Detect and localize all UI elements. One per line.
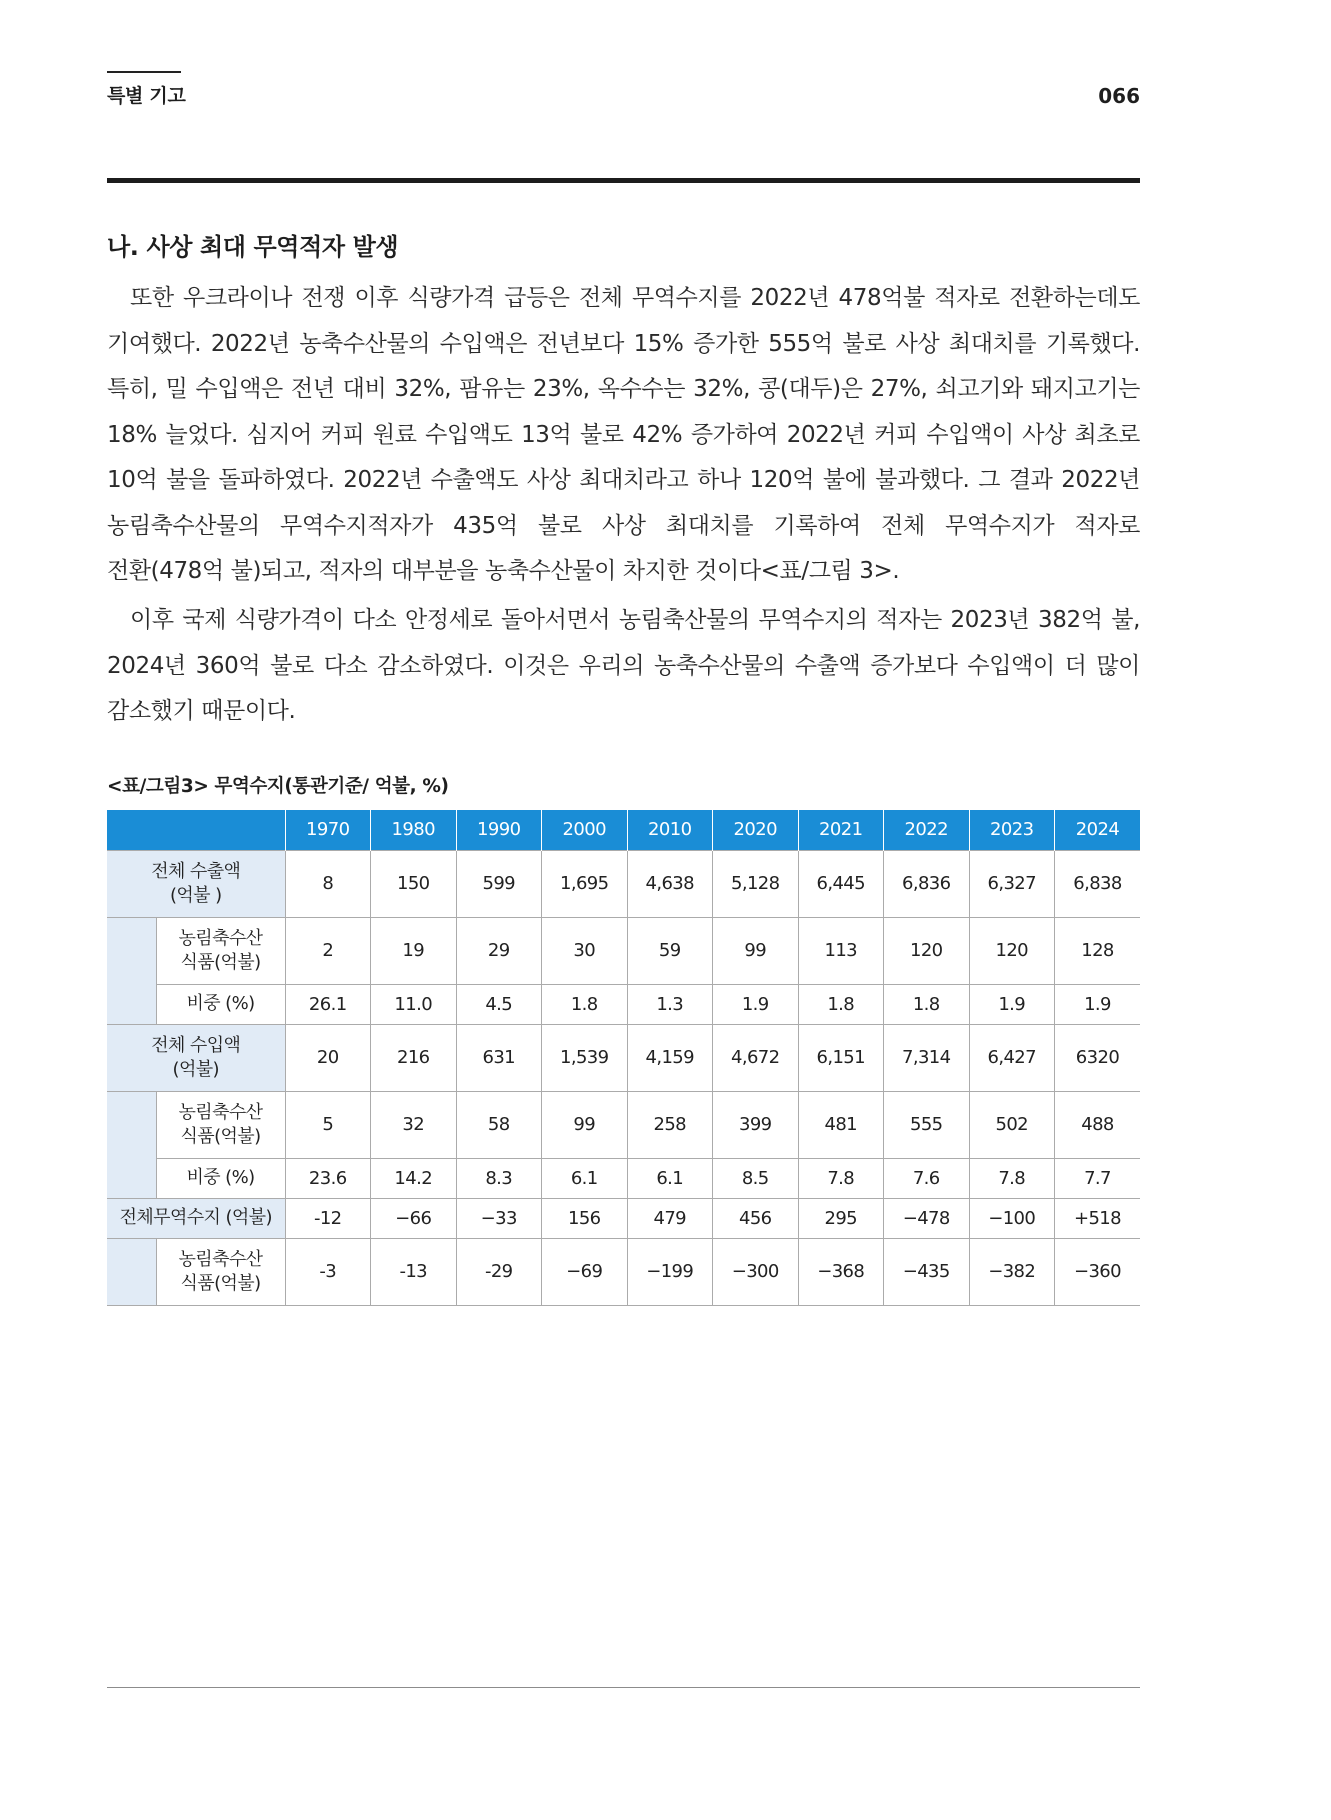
table-header-row [107,810,1140,850]
table-caption: <표/그림3> 무역수지(통관기준/ 억불, %) [107,776,449,797]
table-row [107,1238,1140,1305]
value-cell: 2 [285,917,371,984]
table-row [107,1024,1140,1091]
year-header-cell: 2021 [798,810,884,850]
row-label-line: 농림축수산 [178,1248,263,1270]
value-cell: 6320 [1055,1024,1141,1091]
paragraph-line: 2024년 360억 불로 다소 감소하였다. 이것은 우리의 농축수산물의 수출액 증가보다 수입액이 더 많이 [107,652,1140,679]
value-cell: 631 [456,1024,542,1091]
table-header [107,810,1140,850]
total-row-label [107,1198,285,1238]
sub-row-label [156,1091,285,1158]
paragraph-2 [107,598,1140,735]
value-cell: 1,695 [542,850,628,917]
year-header-cell: 2022 [884,810,970,850]
table-row [107,1158,1140,1198]
header-divider [107,178,1140,183]
table-row [107,917,1140,984]
value-cell: -29 [456,1238,542,1305]
section-label: 특별 기고 [107,85,186,107]
table-row [107,984,1140,1024]
value-cell: 1.9 [1055,984,1141,1024]
value-cell: −360 [1055,1238,1141,1305]
value-cell: 456 [713,1198,799,1238]
paragraph-line: 18% 늘었다. 심지어 커피 원료 수입액도 13억 불로 42% 증가하여 2022년 커피 수입액이 사상 최초로 [107,421,1140,448]
value-cell: -13 [371,1238,457,1305]
trade-balance-table [107,810,1140,1306]
table-row [107,1091,1140,1158]
row-label-line: 비중 (%) [186,1167,255,1188]
paragraph-line: 또한 우크라이나 전쟁 이후 식량가격 급등은 전체 무역수지를 2022년 478억불 적자로 전환하는데도 [130,285,1140,311]
value-cell: 555 [884,1091,970,1158]
row-label-line: (억불 ) [169,884,222,906]
value-cell: 4.5 [456,984,542,1024]
value-cell: 150 [371,850,457,917]
row-label-line: 식품(억불) [180,1272,261,1294]
value-cell: −382 [969,1238,1055,1305]
year-header-cell: 1990 [456,810,542,850]
sub-row-indent-cell [107,1091,156,1198]
sub-row-label [156,1238,285,1305]
value-cell: 8 [285,850,371,917]
value-cell: 1.9 [713,984,799,1024]
year-header-cell: 2010 [627,810,713,850]
section-heading: 나. 사상 최대 무역적자 발생 [107,233,399,261]
value-cell: 6.1 [627,1158,713,1198]
value-cell: 7.7 [1055,1158,1141,1198]
value-cell: 4,638 [627,850,713,917]
value-cell: 120 [969,917,1055,984]
paragraph-line: 10억 불을 돌파하였다. 2022년 수출액도 사상 최대치라고 하나 120억 불에 불과했다. 그 결과 2022년 [107,467,1140,493]
value-cell: −100 [969,1198,1055,1238]
value-cell: 32 [371,1091,457,1158]
value-cell: 5,128 [713,850,799,917]
value-cell: 6,445 [798,850,884,917]
value-cell: 399 [713,1091,799,1158]
table-row [107,850,1140,917]
value-cell: 99 [542,1091,628,1158]
value-cell: 599 [456,850,542,917]
value-cell: 7.8 [798,1158,884,1198]
value-cell: 5 [285,1091,371,1158]
value-cell: 58 [456,1091,542,1158]
sub-row-label [156,917,285,984]
value-cell: 4,159 [627,1024,713,1091]
value-cell: 1,539 [542,1024,628,1091]
value-cell: −199 [627,1238,713,1305]
value-cell: 6,836 [884,850,970,917]
value-cell: 120 [884,917,970,984]
row-label-line: 비중 (%) [186,993,255,1014]
row-label-line: 농림축수산 [178,927,263,949]
value-cell: 7.6 [884,1158,970,1198]
value-cell: 6,327 [969,850,1055,917]
paragraph-line: 전환(478억 불)되고, 적자의 대부분을 농축수산물이 차지한 것이다<표/그림 3>. [107,558,900,584]
paragraph-line: 감소했기 때문이다. [107,698,296,724]
sub-row-indent-cell [107,1238,156,1305]
value-cell: 6,151 [798,1024,884,1091]
value-cell: -12 [285,1198,371,1238]
value-cell: 479 [627,1198,713,1238]
value-cell: 20 [285,1024,371,1091]
value-cell: 481 [798,1091,884,1158]
value-cell: 1.3 [627,984,713,1024]
paragraph-line: 이후 국제 식량가격이 다소 안정세로 돌아서면서 농림축산물의 무역수지의 적자는 2023년 382억 불, [130,607,1140,633]
year-header-cell: 2024 [1055,810,1141,850]
value-cell: 295 [798,1198,884,1238]
value-cell: −435 [884,1238,970,1305]
header-corner-cell [107,810,285,850]
value-cell: 488 [1055,1091,1141,1158]
value-cell: −300 [713,1238,799,1305]
sub-row-label [156,1158,285,1198]
value-cell: −69 [542,1238,628,1305]
sub-row-indent-cell [107,917,156,1024]
value-cell: −368 [798,1238,884,1305]
total-row-label [107,1024,285,1091]
row-label-line: 전체 수출액 [151,860,241,882]
value-cell: +518 [1055,1198,1141,1238]
value-cell: 8.3 [456,1158,542,1198]
paragraph-1 [107,276,1140,595]
value-cell: −478 [884,1198,970,1238]
year-header-cell: 1980 [371,810,457,850]
year-header-cell: 2020 [713,810,799,850]
value-cell: 1.8 [884,984,970,1024]
value-cell: 11.0 [371,984,457,1024]
value-cell: 113 [798,917,884,984]
value-cell: 29 [456,917,542,984]
table-row [107,1198,1140,1238]
page-number: 066 [1098,84,1140,108]
row-label-line: 농림축수산 [178,1101,263,1123]
footer-rule [107,1687,1140,1688]
total-row-label [107,850,285,917]
row-label-line: 전체 수입액 [151,1034,241,1056]
value-cell: 258 [627,1091,713,1158]
value-cell: 216 [371,1024,457,1091]
value-cell: 14.2 [371,1158,457,1198]
article-body [107,232,1140,1306]
value-cell: 156 [542,1198,628,1238]
value-cell: 30 [542,917,628,984]
value-cell: 1.8 [542,984,628,1024]
value-cell: 6,838 [1055,850,1141,917]
value-cell: 23.6 [285,1158,371,1198]
value-cell: 4,672 [713,1024,799,1091]
paragraph-line: 농림축수산물의 무역수지적자가 435억 불로 사상 최대치를 기록하여 전체 무역수지가 적자로 [107,512,1140,539]
value-cell: -3 [285,1238,371,1305]
value-cell: 1.8 [798,984,884,1024]
value-cell: 59 [627,917,713,984]
paragraph-line: 기여했다. 2022년 농축수산물의 수입액은 전년보다 15% 증가한 555억 불로 사상 최대치를 기록했다. [107,330,1140,357]
value-cell: 128 [1055,917,1141,984]
year-header-cell: 2023 [969,810,1055,850]
value-cell: −66 [371,1198,457,1238]
value-cell: 7,314 [884,1024,970,1091]
paragraph-line: 특히, 밀 수입액은 전년 대비 32%, 팜유는 23%, 옥수수는 32%, 콩(대두)은 27%, 쇠고기와 돼지고기는 [107,376,1140,402]
value-cell: 6,427 [969,1024,1055,1091]
year-header-cell: 1970 [285,810,371,850]
value-cell: 1.9 [969,984,1055,1024]
sub-row-label [156,984,285,1024]
value-cell: 8.5 [713,1158,799,1198]
value-cell: 6.1 [542,1158,628,1198]
value-cell: 502 [969,1091,1055,1158]
row-label-line: (억불) [172,1058,219,1080]
row-label-line: 식품(억불) [180,951,261,973]
row-label-line: 전체무역수지 (억불) [119,1207,272,1228]
table-body [107,850,1140,1305]
value-cell: 26.1 [285,984,371,1024]
value-cell: 99 [713,917,799,984]
year-header-cell: 2000 [542,810,628,850]
value-cell: 7.8 [969,1158,1055,1198]
value-cell: 19 [371,917,457,984]
row-label-line: 식품(억불) [180,1125,261,1147]
header-short-rule [107,71,181,73]
value-cell: −33 [456,1198,542,1238]
